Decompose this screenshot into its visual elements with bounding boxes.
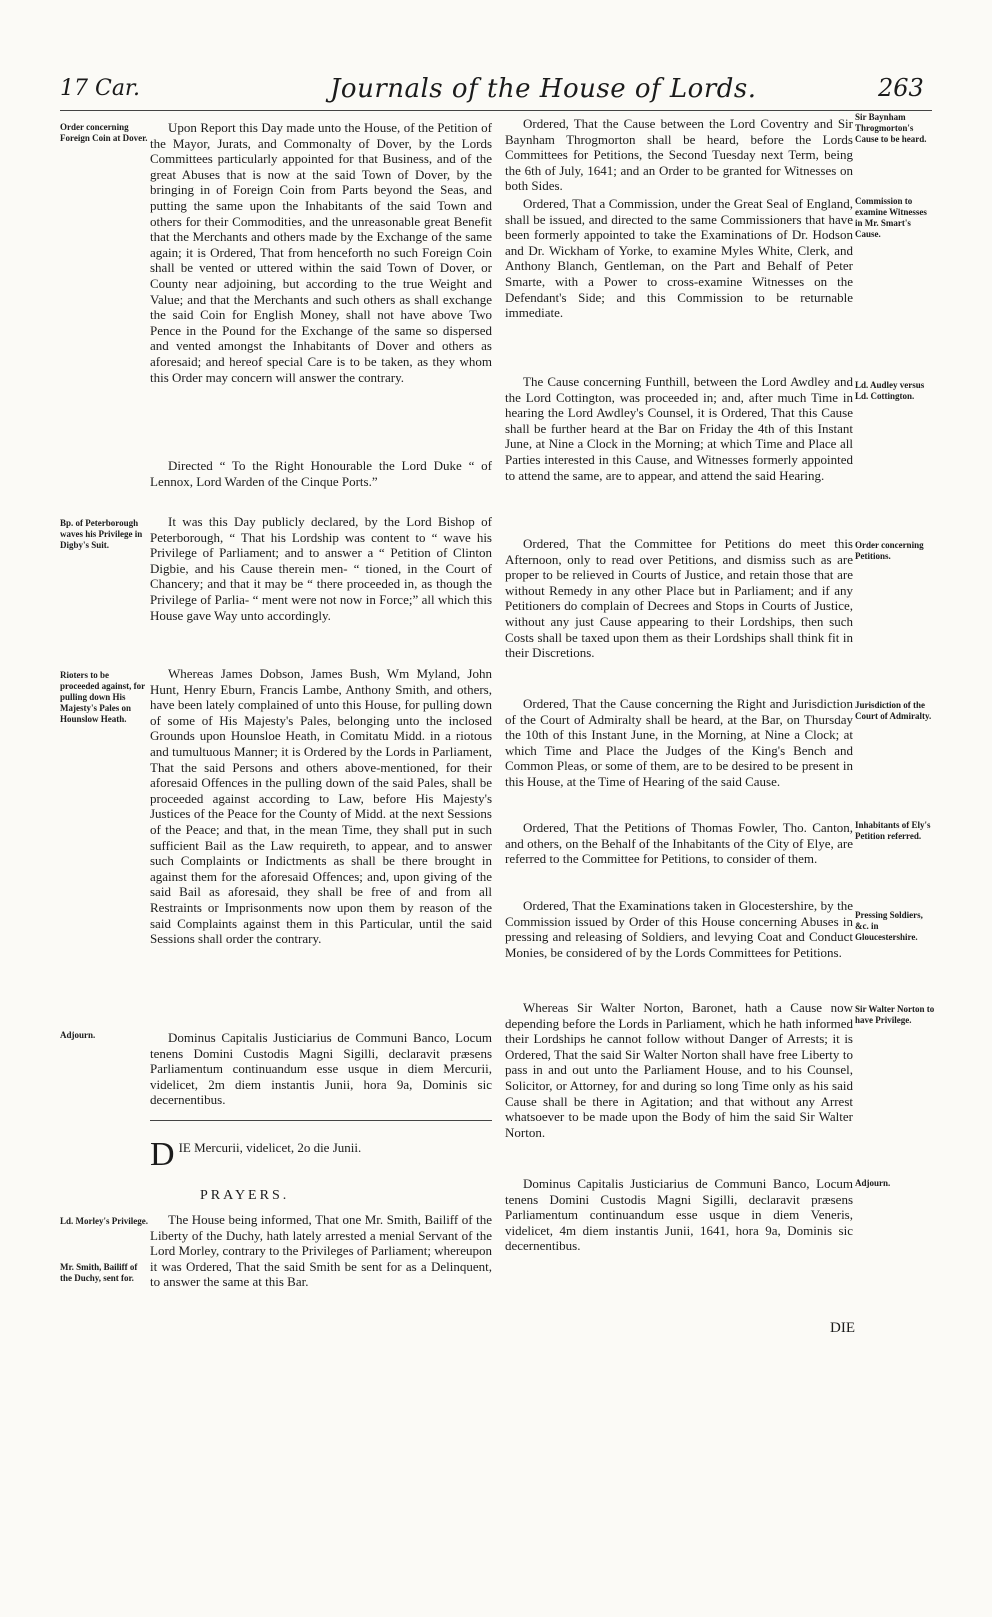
paragraph-norton: Whereas Sir Walter Norton, Baronet, hath a Cause now depending before the Lords in Parliament, which he hath informed their Lordships he cannot follow without Danger of Arrests; it is Ordered, That the said Sir Walter Norton shall have free Liberty to pass in and out unto the Parliament House, and to his Counsel, Solicitor, or Attorney, for and during so long Time only as his said Cause shall be there in Agitation; and that without any Arrest whatsoever to be made upon the Body of him the said Sir Walter Norton. — [505, 1000, 853, 1140]
margin-note: Adjourn. — [855, 1178, 891, 1188]
margin-note: Order concerning Foreign Coin at Dover. — [60, 122, 148, 143]
margin-note: Sir Walter Norton to have Privilege. — [855, 1004, 935, 1025]
margin-note: Commission to examine Witnesses in Mr. Smart's Cause. — [855, 196, 927, 239]
paragraph-elye: Ordered, That the Petitions of Thomas Fowler, Tho. Canton, and others, on the Behalf of the Inhabitants of the City of Elye, are referred to the Committee for Petitions, to consider of them. — [505, 820, 853, 867]
page-header — [0, 72, 992, 112]
paragraph-throgmorton: Ordered, That the Cause between the Lord Coventry and Sir Baynham Throgmorton shall be heard, before the Lords Committees for Petitions, the Second Tuesday next Term, being the 6th of July, 1641; and an Order to be granted for Witnesses on both Sides. — [505, 116, 853, 194]
margin-note: Ld. Morley's Privilege. — [60, 1216, 148, 1226]
date-heading-text: IE Mercurii, videlicet, 2o die Junii. — [178, 1140, 362, 1155]
margin-note: Mr. Smith, Bailiff of the Duchy, sent for. — [60, 1262, 138, 1283]
journal-title: Journals of the House of Lords. — [330, 74, 757, 104]
paragraph-funthill: The Cause concerning Funthill, between the Lord Awdley and the Lord Cottington, was proceeded in; and, after much Time in hearing the Lord Awdley's Counsel, it is Ordered, That this Cause shall be further heard at the Bar on Friday the 4th of this Instant June, at Nine a Clock in the Morning; at which Time and Place all Parties interested in this Cause, and Witnesses formerly appointed to attend the same, are to appear, and attend the said Hearing. — [505, 374, 853, 483]
date-heading — [150, 1136, 362, 1173]
paragraph-admiralty: Ordered, That the Cause concerning the Right and Jurisdiction of the Court of Admiralty shall be heard, at the Bar, on Thursday the 10th of this Instant June, in the Morning, at Nine a Clock; at which Time and Place the Judges of the King's Bench and Common Pleas, or some of them, are to be desired to be present in this House, at the Time of Hearing of the said Cause. — [505, 696, 853, 789]
paragraph-adjourn-2: Dominus Capitalis Justiciarius de Communi Banco, Locum tenens Domini Custodis Magni Sigilli, declaravit præsens Parliamentum continuandum esse usque in diem Veneris, videlicet, 4m diem instantis Junii, 1641, hora 9a, Dominis sic decernentibus. — [505, 1176, 853, 1254]
catchword: DIE — [830, 1320, 855, 1336]
margin-note: Order concerning Petitions. — [855, 540, 924, 561]
margin-note: Rioters to be proceeded against, for pulling down His Majesty's Pales on Hounslow Heath. — [60, 670, 145, 724]
page-number: 263 — [878, 74, 924, 102]
paragraph-morley: The House being informed, That one Mr. Smith, Bailiff of the Liberty of the Duchy, hath lately arrested a menial Servant of the Lord Morley, contrary to the Privileges of Parliament; whereupon it was Ordered, That the said Smith be sent for as a Delinquent, to answer the same at this Bar. — [150, 1212, 492, 1290]
margin-note: Sir Baynham Throgmorton's Cause to be heard. — [855, 112, 927, 144]
margin-note: Jurisdiction of the Court of Admiralty. — [855, 700, 932, 721]
regnal-year: 17 Car. — [60, 76, 141, 101]
drop-capital: D — [150, 1136, 175, 1173]
margin-note: Pressing Soldiers, &c. in Gloucestershire. — [855, 910, 923, 942]
header-rule — [60, 110, 932, 111]
paragraph-commission: Ordered, That a Commission, under the Great Seal of England, shall be issued, and directed to the same Commissioners that have been formerly appointed to take the Examinations of Dr. Hodson and Dr. Wickham of Yorke, to examine Myles White, Clerk, and Anthony Blanch, Gentleman, on the Part and Behalf of Peter Smarte, with a Power to cross-examine Witnesses on the Defendant's Side; and this Commission to be returnable immediate. — [505, 196, 853, 321]
paragraph-dover-coin: Upon Report this Day made unto the House, of the Petition of the Mayor, Jurats, and Commonalty of Dover, by the Lords Committees particularly appointed for that Business, and of the great Abuses that is now at the said Town of Dover, by the bringing in of Foreign Coin from Parts beyond the Seas, and putting the same upon the Inhabitants of the said Town and others for their Commodities, and the unreasonable great Benefit that the Merchants and others made by the Exchange of the same again; it is Ordered, That from henceforth no such Foreign Coin shall be vented or uttered within the said Town of Dover, or County near adjoining, but according to the true Weight and Value; and that the Merchants and such others as shall exchange the said Coin for English Money, shall not have above Two Pence in the Pound for the Exchange of the same so dispersed and vented amongst the Inhabitants of Dover and others as aforesaid; and hereof special Care is to be taken, as they whom this Order may concern will answer the contrary. — [150, 120, 492, 385]
paragraph-gloucester: Ordered, That the Examinations taken in Glocestershire, by the Commission issued by Order of this House concerning Abuses in pressing and releasing of Soldiers, and levying Coat and Conduct Monies, be considered of by the Lords Committees for Petitions. — [505, 898, 853, 960]
section-divider — [150, 1120, 492, 1121]
margin-note: Ld. Audley versus Ld. Cottington. — [855, 380, 925, 401]
margin-note: Inhabitants of Ely's Petition referred. — [855, 820, 931, 841]
paragraph-petitions: Ordered, That the Committee for Petitions do meet this Afternoon, only to read over Petitions, and dismiss such as are proper to be relieved in Courts of Justice, and retain those that are without Remedy in any other Place but in Parliament; and if any Petitioners do complain of Decrees and Stops in Courts of Justice, without any just Cause appearing to their Lordships, then such Costs shall be taxed upon them as their Lordships shall think fit in their Discretions. — [505, 536, 853, 661]
paragraph-adjourn: Dominus Capitalis Justiciarius de Communi Banco, Locum tenens Domini Custodis Magni Sigilli, declaravit præsens Parliamentum continuandum esse usque in diem Mercurii, videlicet, 2m diem instantis Junii, hora 9a, Dominis sic decernentibus. — [150, 1030, 492, 1108]
margin-note: Bp. of Peterborough waves his Privilege in Digby's Suit. — [60, 518, 143, 550]
paragraph-peterborough: It was this Day publicly declared, by the Lord Bishop of Peterborough, “ That his Lordship was content to “ wave his Privilege of Parliament; and to answer a “ Petition of Clinton Digbie, and his Cause therein men- “ tioned, in the Court of Chancery; and that it may be “ there proceeded in, as though the Privilege of Parlia- “ ment were not now in Force;” all which this House gave Way unto accordingly. — [150, 514, 492, 623]
paragraph-direction: Directed “ To the Right Honourable the Lord Duke “ of Lennox, Lord Warden of the Cinque Ports.” — [150, 458, 492, 489]
prayers-heading: PRAYERS. — [200, 1188, 290, 1203]
paragraph-rioters: Whereas James Dobson, James Bush, Wm Myland, John Hunt, Henry Eburn, Francis Lambe, Anthony Smith, and others, have been lately complained of unto this House, for pulling down of some of His Majesty's Pales, belonging unto the inclosed Grounds upon Hounsloe Heath, in Comitatu Midd. in a riotous and tumultuous Manner; it is Ordered by the Lords in Parliament, That the said Persons and others above-mentioned, for their aforesaid Offences in the pulling down of the said Pales, shall be proceeded against according to Law, before His Majesty's Justices of the Peace for the County of Midd. at the next Sessions of the Peace; and that, in the mean Time, they shall put in such sufficient Bail as the Law requireth, to appear, and to answer such Complaints or Indictments as shall be there brought in against them for the aforesaid Offences; and, upon giving of the said Bail as aforesaid, they shall be free of and from all Restraints or Imprisonments now upon them by reason of the said Complaints against them in this Particular, until the said Sessions shall order the contrary. — [150, 666, 492, 947]
margin-note: Adjourn. — [60, 1030, 96, 1040]
